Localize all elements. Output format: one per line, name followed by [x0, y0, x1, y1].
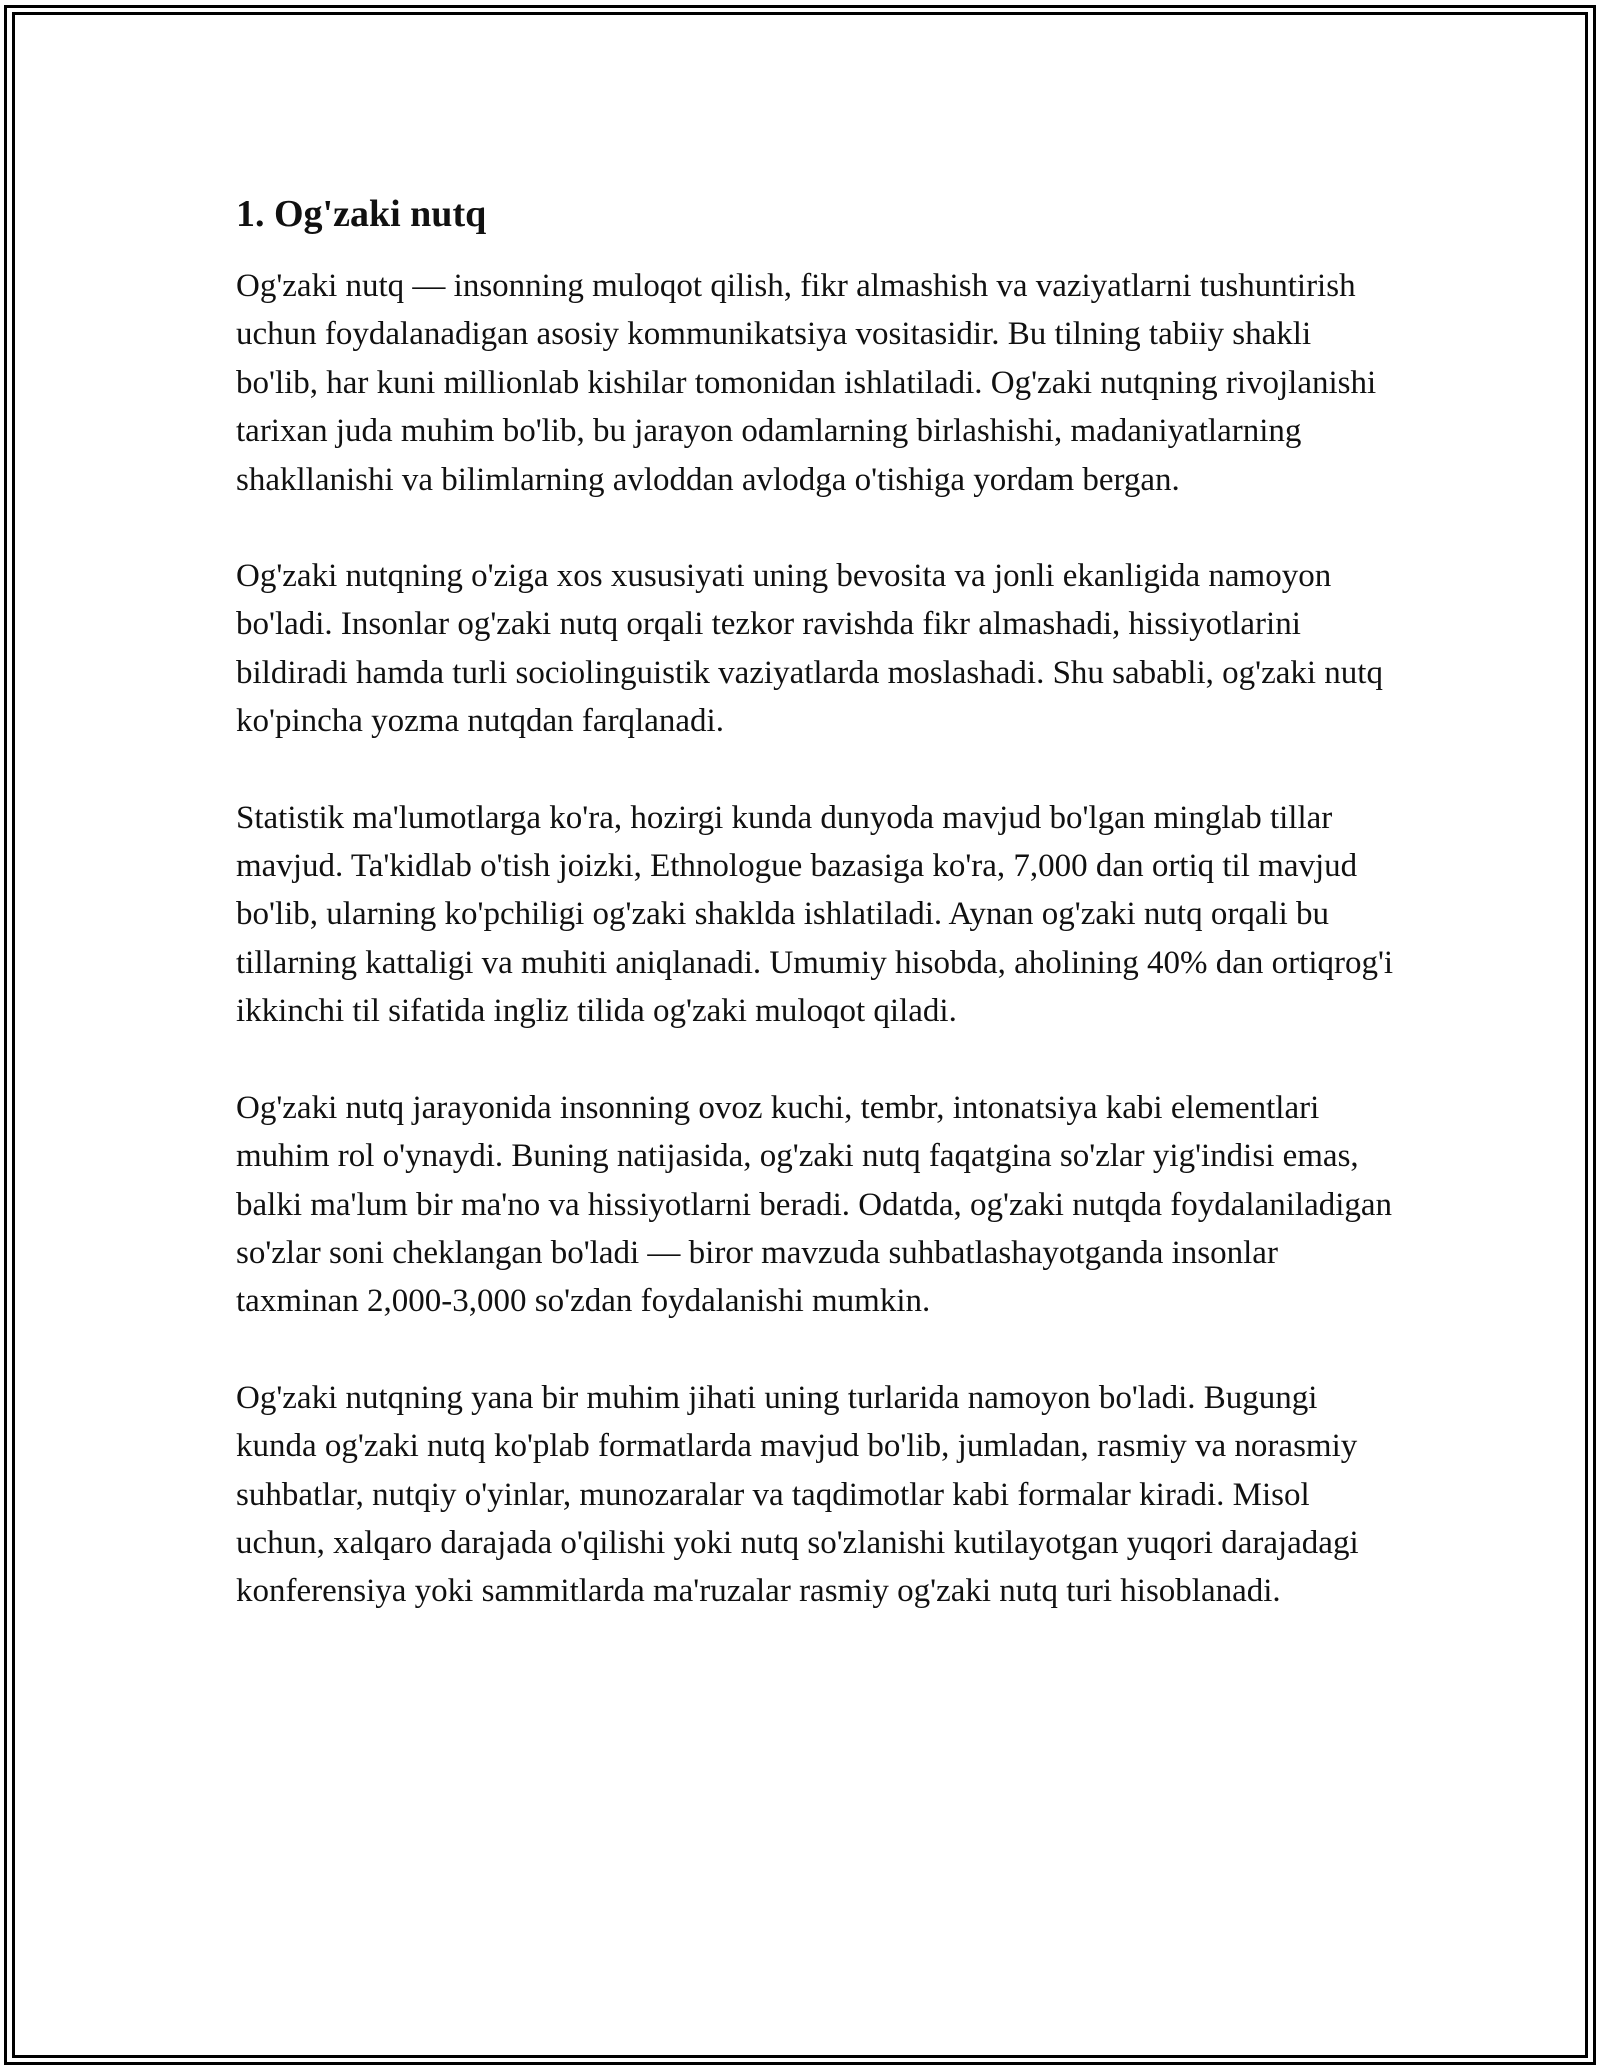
paragraph-5: Og'zaki nutqning yana bir muhim jihati uning turlarida namoyon bo'ladi. Bugungi kunda og'zaki nutq ko'plab formatlarda mavjud bo'lib, jumladan, rasmiy va norasmiy suhbatlar, nutqiy o'yinlar, munozaralar va taqdimotlar kabi formalar kiradi. Misol uchun, xalqaro darajada o'qilishi yoki nutq so'zlanishi kutilayotgan yuqori darajadagi konferensiya yoki sammitlarda ma'ruzalar rasmiy og'zaki nutq turi hisoblanadi. — [236, 1379, 1359, 1610]
section-heading: 1. Og'zaki nutq — [236, 193, 487, 235]
document-body — [236, 186, 1396, 1664]
paragraph-3: Statistik ma'lumotlarga ko'ra, hozirgi kunda dunyoda mavjud bo'lgan minglab tillar mavjud. Ta'kidlab o'tish joizki, Ethnologue bazasiga ko'ra, 7,000 dan ortiq til mavjud bo'lib, ularning ko'pchiligi og'zaki shaklda ishlatiladi. Aynan og'zaki nutq orqali bu tillarning kattaligi va muhiti aniqlanadi. Umumiy hisobda, aholining 40% dan ortiqrog'i ikkinchi til sifatida ingliz tilida og'zaki muloqot qiladi. — [236, 799, 1394, 1030]
paragraph-1: Og'zaki nutq — insonning muloqot qilish, fikr almashish va vaziyatlarni tushuntirish uchun foydalanadigan asosiy kommunikatsiya vositasidir. Bu tilning tabiiy shakli bo'lib, har kuni millionlab kishilar tomonidan ishlatiladi. Og'zaki nutqning rivojlanishi tarixan juda muhim bo'lib, bu jarayon odamlarning birlashishi, madaniyatlarning shakllanishi va bilimlarning avloddan avlodga o'tishiga yordam bergan. — [236, 268, 1377, 498]
paragraph-2: Og'zaki nutqning o'ziga xos xususiyati uning bevosita va jonli ekanligida namoyon bo'ladi. Insonlar og'zaki nutq orqali tezkor ravishda fikr almashadi, hissiyotlarini bildiradi hamda turli sociolinguistik vaziyatlarda moslashadi. Shu sababli, og'zaki nutq ko'pincha yozma nutqdan farqlanadi. — [236, 558, 1383, 740]
paragraph-4: Og'zaki nutq jarayonida insonning ovoz kuchi, tembr, intonatsiya kabi elementlari muhim rol o'ynaydi. Buning natijasida, og'zaki nutq faqatgina so'zlar yig'indisi emas, balki ma'lum bir ma'no va hissiyotlarni beradi. Odatda, og'zaki nutqda foydalaniladigan so'zlar soni cheklangan bo'ladi — biror mavzuda suhbatlashayotganda insonlar taxminan 2,000-3,000 so'zdan foydalanishi mumkin. — [236, 1089, 1393, 1320]
